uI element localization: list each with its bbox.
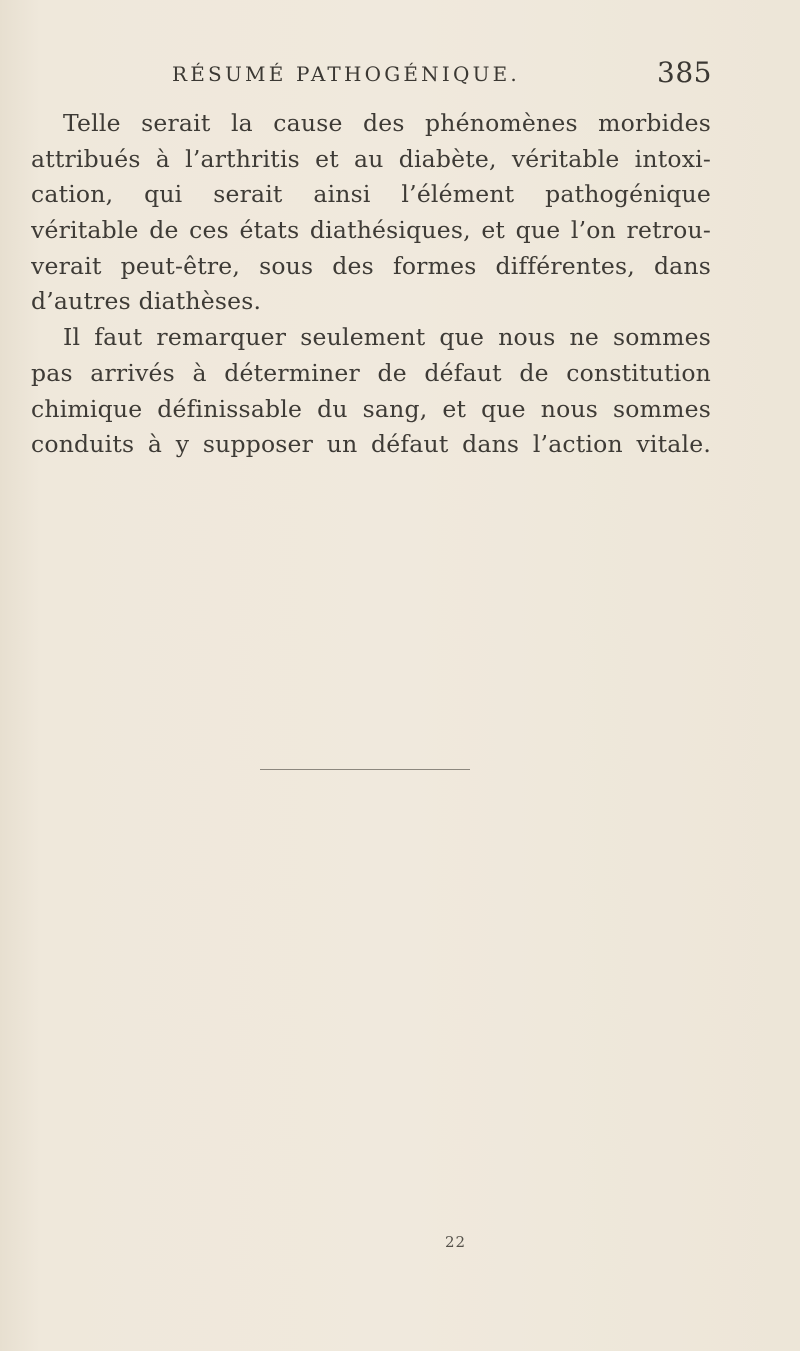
text-line: véritable de ces états diathésiques, et que l’on retrou- xyxy=(31,216,711,245)
page-number: 385 xyxy=(657,56,712,89)
text-line: conduits à y supposer un défaut dans l’action vitale. xyxy=(31,430,711,459)
text-line: Telle serait la cause des phénomènes morbides xyxy=(63,109,711,137)
signature-mark: 22 xyxy=(445,1233,467,1251)
text-line: attribués à l’arthritis et au diabète, véritable intoxi- xyxy=(31,144,711,173)
text-line: d’autres diathèses. xyxy=(31,287,262,316)
text-line: pas arrivés à déterminer de défaut de constitution xyxy=(31,358,711,387)
text-line: chimique définissable du sang, et que nous sommes xyxy=(31,394,711,423)
section-divider xyxy=(260,769,470,770)
text-line: cation, qui serait ainsi l’élément pathogénique xyxy=(31,180,711,209)
running-head: RÉSUMÉ PATHOGÉNIQUE. xyxy=(172,62,520,86)
body-text xyxy=(31,106,711,463)
text-line: verait peut-être, sous des formes différentes, dans xyxy=(31,251,711,280)
page-header xyxy=(172,56,712,94)
text-line: Il faut remarquer seulement que nous ne sommes xyxy=(63,323,711,352)
